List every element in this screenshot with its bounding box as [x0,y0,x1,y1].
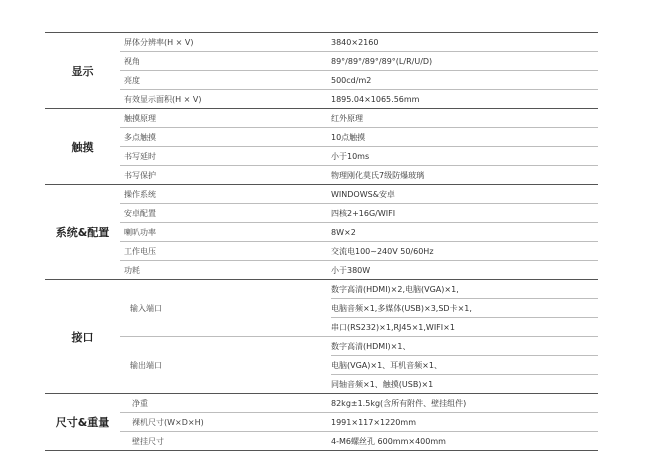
spec-group [45,32,598,109]
spec-value: 89°/89°/89°/89°(L/R/U/D) [331,56,433,66]
spec-row [120,280,598,337]
spec-key: 亮度 [124,75,140,85]
group-rows [120,280,598,393]
spec-row [120,166,598,184]
spec-value-lines [331,280,598,336]
spec-row [120,109,598,128]
spec-value-line: 数字高清(HDMI)×2,电脑(VGA)×1, [331,280,598,299]
spec-value: 小于10ms [331,151,370,161]
spec-row [120,71,598,90]
group-title: 系统&配置 [55,226,110,239]
spec-value: 3840×2160 [331,37,379,47]
spec-key: 操作系统 [124,189,156,199]
group-title: 显示 [71,64,94,78]
spec-row [120,261,598,279]
spec-key: 喇叭功率 [124,227,156,237]
spec-group [45,394,598,451]
spec-key: 安卓配置 [124,208,156,218]
spec-value: 小于380W [331,265,371,275]
group-rows [120,109,598,184]
spec-key: 书写保护 [124,170,156,180]
group-title: 触摸 [71,140,94,154]
spec-table [45,32,598,451]
spec-key: 净重 [132,398,148,408]
spec-row [120,33,598,52]
spec-value: 物理刚化莫氏7级防爆玻璃 [331,170,425,180]
spec-key: 视角 [124,56,140,66]
spec-row [120,223,598,242]
spec-value-line: 电脑(VGA)×1、耳机音频×1、 [331,356,598,375]
spec-value-line: 串口(RS232)×1,RJ45×1,WIFI×1 [331,322,455,332]
spec-value-line: 同轴音频×1、触摸(USB)×1 [331,379,434,389]
spec-key: 功耗 [124,265,140,275]
spec-row [120,337,598,393]
spec-group [45,280,598,394]
spec-key: 裸机尺寸(W×D×H) [132,417,204,427]
spec-group [45,185,598,280]
spec-value: 10点触摸 [331,132,366,142]
spec-row [120,185,598,204]
spec-value: 500cd/m2 [331,75,372,85]
group-title: 接口 [71,330,94,344]
spec-value: 4-M6螺丝孔 600mm×400mm [331,436,446,446]
spec-value: 交流电100~240V 50/60Hz [331,246,434,256]
spec-row [120,242,598,261]
spec-value: 8W×2 [331,227,356,237]
spec-value-line: 电脑音频×1,多媒体(USB)×3,SD卡×1, [331,299,598,318]
spec-value: 82kg±1.5kg(含所有附件、壁挂组件) [331,398,467,408]
spec-value: 1991×117×1220mm [331,417,416,427]
spec-key: 屏体分辨率(H × V) [124,37,194,47]
spec-value: WINDOWS&安卓 [331,189,395,199]
spec-key: 输出端口 [130,360,162,370]
spec-key: 触摸原理 [124,113,156,123]
group-rows [120,33,598,108]
spec-row [120,432,598,450]
spec-row [120,128,598,147]
spec-value: 红外原理 [331,113,363,123]
spec-row [120,147,598,166]
group-rows [120,185,598,279]
spec-key: 多点触摸 [124,132,156,142]
spec-row [120,204,598,223]
spec-key: 输入端口 [130,303,162,313]
spec-value: 1895.04×1065.56mm [331,94,420,104]
spec-group [45,109,598,185]
spec-key: 壁挂尺寸 [132,436,164,446]
spec-row [120,52,598,71]
spec-row [120,394,598,413]
spec-row [120,413,598,432]
group-title: 尺寸&重量 [55,416,110,429]
spec-value-line: 数字高清(HDMI)×1、 [331,337,598,356]
spec-key: 书写延时 [124,151,156,161]
spec-value-lines [331,337,598,393]
spec-value: 四核2+16G/WIFI [331,208,396,218]
group-rows [120,394,598,450]
spec-key: 工作电压 [124,246,156,256]
spec-key: 有效显示面积(H × V) [124,94,202,104]
spec-row [120,90,598,108]
